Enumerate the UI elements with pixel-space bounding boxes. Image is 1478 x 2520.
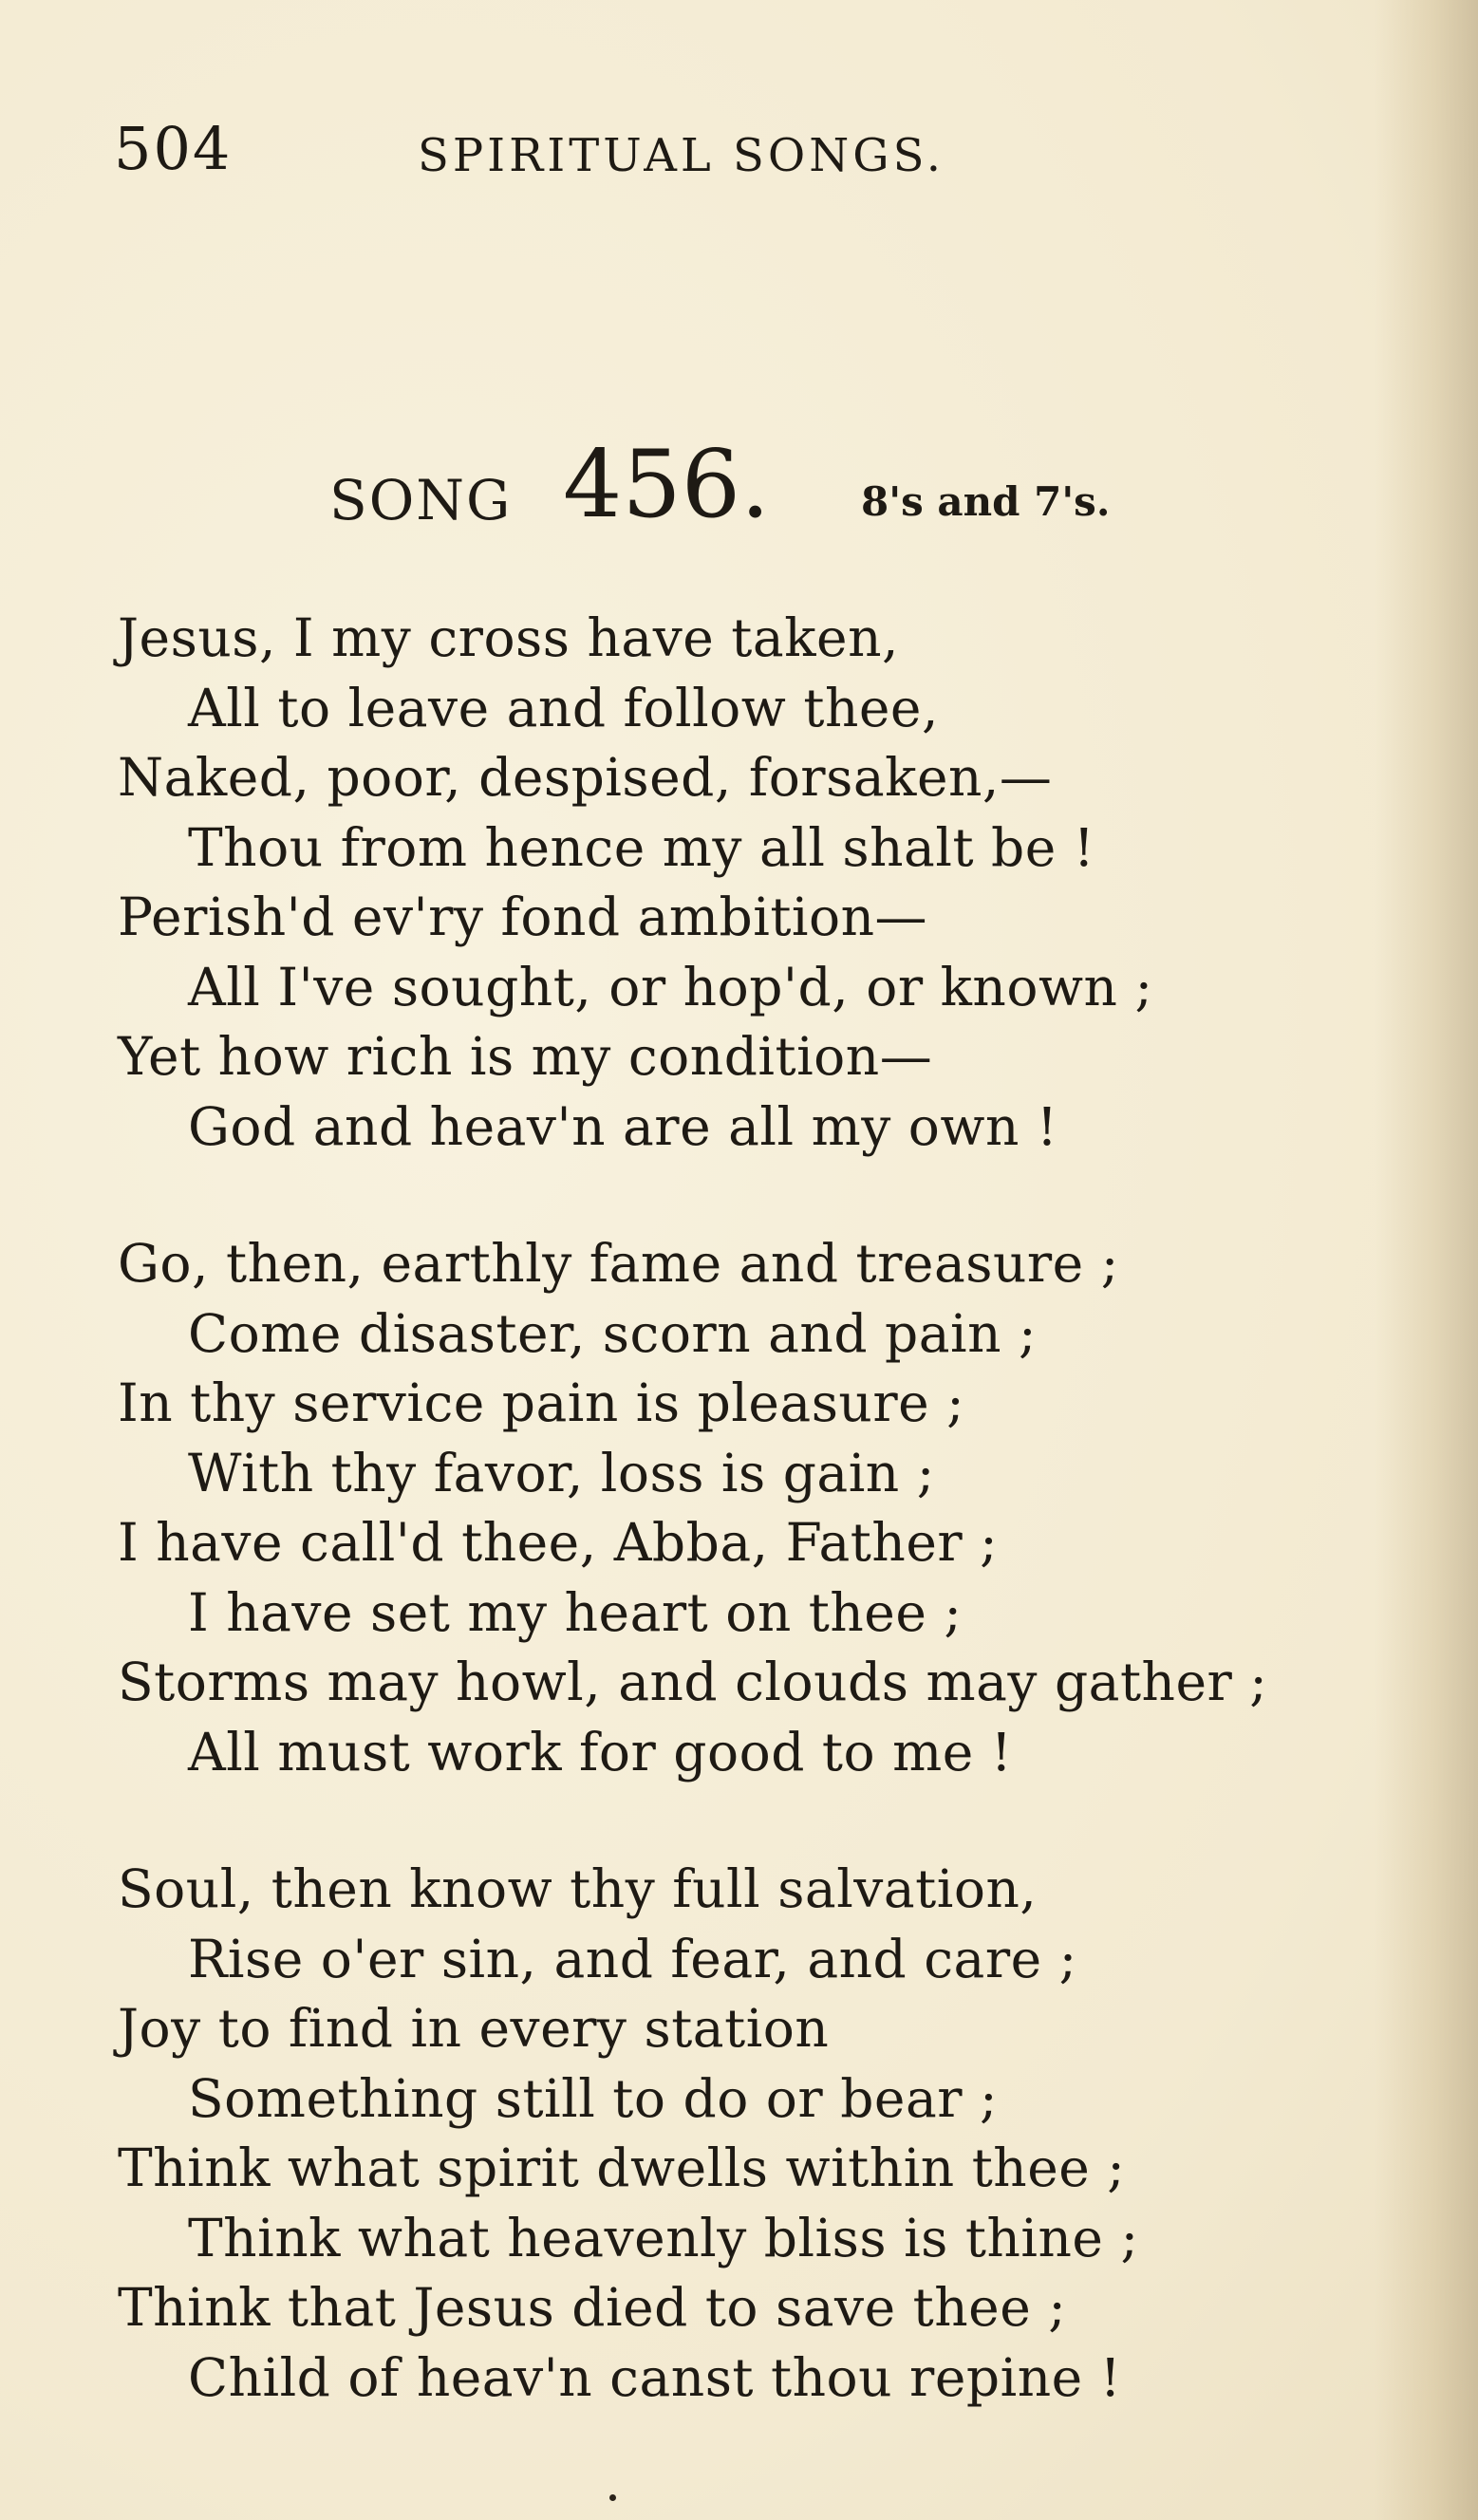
stanza-2 bbox=[118, 1229, 1380, 1787]
song-verses bbox=[118, 604, 1380, 2480]
ink-speck bbox=[609, 2494, 616, 2501]
verse-line: Think what heavenly bliss is thine ; bbox=[188, 2207, 1139, 2268]
verse-line: Come disaster, scorn and pain ; bbox=[188, 1302, 1038, 1364]
song-label: SONG bbox=[329, 468, 513, 532]
verse-line: I have set my heart on thee ; bbox=[188, 1581, 963, 1643]
stanza-1 bbox=[118, 604, 1380, 1162]
verse-line: Naked, poor, despised, forsaken,— bbox=[118, 747, 1053, 808]
verse-line: Jesus, I my cross have taken, bbox=[118, 607, 899, 668]
verse-line: Think that Jesus died to save thee ; bbox=[118, 2277, 1067, 2338]
verse-line: All must work for good to me ! bbox=[188, 1721, 1013, 1783]
verse-line: I have call'd thee, Abba, Father ; bbox=[118, 1512, 999, 1573]
verse-line: All I've sought, or hop'd, or known ; bbox=[188, 956, 1153, 1017]
running-title: SPIRITUAL SONGS. bbox=[418, 129, 945, 182]
verse-line: Soul, then know thy full salvation, bbox=[118, 1858, 1038, 1919]
verse-line: With thy favor, loss is gain ; bbox=[188, 1442, 935, 1503]
stanza-3 bbox=[118, 1855, 1380, 2413]
verse-line: All to leave and follow thee, bbox=[188, 677, 939, 738]
song-meter: 8's and 7's. bbox=[861, 478, 1111, 525]
verse-line: Perish'd ev'ry fond ambition— bbox=[118, 887, 928, 947]
verse-line: Go, then, earthly fame and treasure ; bbox=[118, 1233, 1119, 1294]
page-number: 504 bbox=[114, 114, 233, 183]
verse-line: Something still to do or bear ; bbox=[188, 2067, 999, 2129]
verse-line: Child of heav'n canst thou repine ! bbox=[188, 2346, 1122, 2408]
verse-line: Rise o'er sin, and fear, and care ; bbox=[188, 1928, 1077, 1989]
verse-line: Yet how rich is my condition— bbox=[118, 1026, 933, 1087]
verse-line: In thy service pain is pleasure ; bbox=[118, 1372, 965, 1433]
song-heading bbox=[329, 431, 1184, 543]
verse-line: God and heav'n are all my own ! bbox=[188, 1095, 1058, 1157]
verse-line: Joy to find in every station bbox=[118, 1998, 830, 2059]
verse-line: Thou from hence my all shalt be ! bbox=[188, 816, 1095, 878]
song-number: 456. bbox=[563, 431, 771, 539]
verse-line: Think what spirit dwells within thee ; bbox=[118, 2137, 1126, 2198]
page-header bbox=[114, 114, 1158, 196]
verse-line: Storms may howl, and clouds may gather ; bbox=[118, 1652, 1268, 1712]
